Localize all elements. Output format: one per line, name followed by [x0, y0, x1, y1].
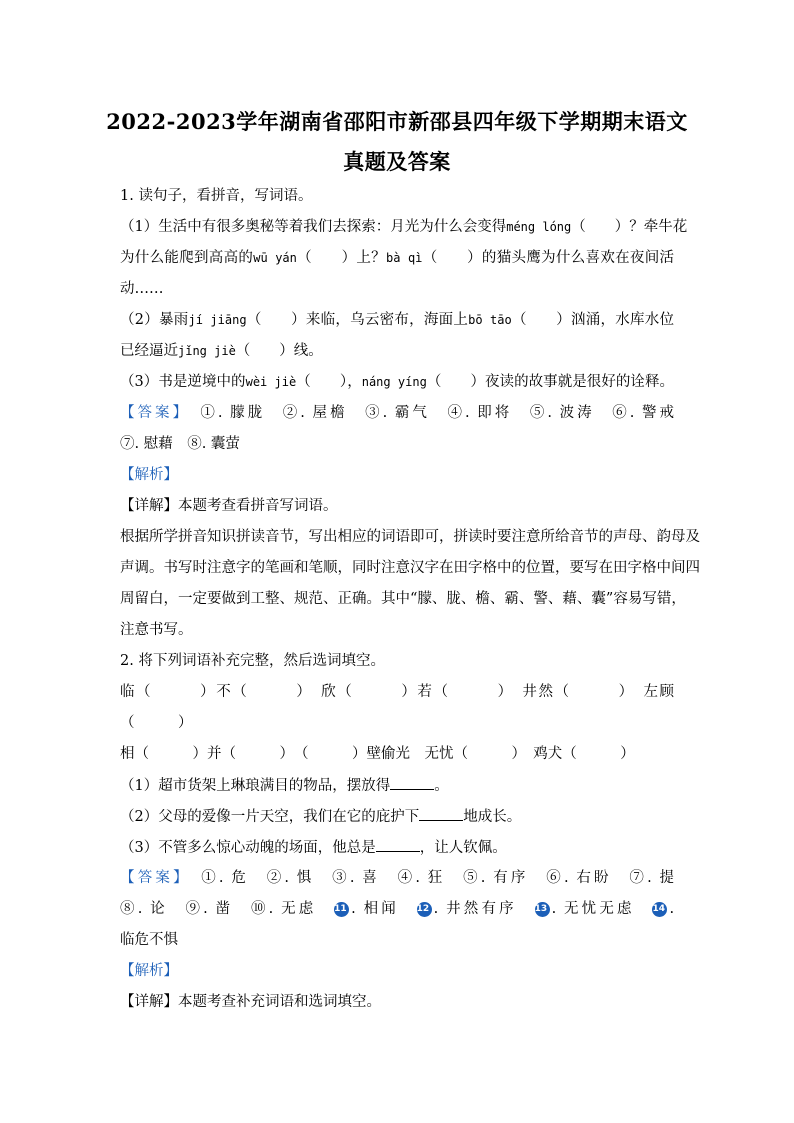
- pinyin: wèi jiè: [245, 375, 297, 389]
- q2-answer-line3: 临危不惧: [120, 932, 178, 948]
- q2-answer-line2: ⑧. 论 ⑨. 凿 ⑩. 无虑 11 . 相闻 12 . 井然有序 13 . 无忧无虑 14 .: [120, 901, 675, 917]
- q1-s2-line1: （2）暴雨jí jiāng（ ）来临，乌云密布，海面上bō tāo（ ）汹涌，水库水位: [120, 312, 675, 328]
- pinyin: náng yíng: [361, 375, 427, 389]
- q1-para-1: 根据所学拼音知识拼读音节，写出相应的词语即可，拼读时要注意所给音节的声母、韵母及: [120, 529, 700, 545]
- pinyin: méng lóng: [506, 220, 572, 234]
- q2-answer-line1: 【答案】 ①. 危 ②. 惧 ③. 喜 ④. 狂 ⑤. 有序 ⑥. 右盼 ⑦. 提: [120, 870, 675, 886]
- q1-s2-line2: 已经逼近jǐng jiè（ ）线。: [120, 343, 323, 359]
- q1-para-2: 声调。书写时注意字的笔画和笔顺，同时注意汉字在田字格中的位置，要写在田字格中间四: [120, 560, 700, 576]
- answer-tag: 【答案】: [120, 870, 184, 886]
- q2-row1: 临（ ）不（ ） 欣（ ）若（ ） 井然（ ） 左顾: [120, 684, 674, 700]
- q1-detail: 【详解】本题考查看拼音写词语。: [120, 498, 338, 514]
- blank-line: [390, 775, 434, 790]
- q2-row1-cont: （ ）: [120, 715, 193, 731]
- circled-number-12: 12: [417, 902, 432, 917]
- q2-fill-1: （1）超市货架上琳琅满目的物品，摆放得 。: [120, 775, 449, 796]
- q2-row2: 相（ ）并（ ） （ ）壁偷光 无忧（ ） 鸡犬（ ）: [120, 746, 635, 762]
- title-line-2: 真题及答案: [343, 149, 451, 174]
- q1-para-3: 周留白，一定要做到工整、规范、正确。其中“朦、胧、檐、霸、警、藉、囊”容易写错，: [120, 591, 686, 607]
- q1-answer-line2: ⑦. 慰藉 ⑧. 囊萤: [120, 436, 240, 452]
- pinyin: jǐng jiè: [178, 344, 236, 358]
- pinyin: bō tāo: [468, 313, 512, 327]
- blank-line: [419, 806, 463, 821]
- q2-fill-2: （2）父母的爱像一片天空，我们在它的庇护下 地成长。: [120, 806, 521, 827]
- q2-detail: 【详解】本题考查补充词语和选词填空。: [120, 994, 381, 1010]
- q1-analysis-tag: 【解析】: [120, 467, 178, 483]
- q1-para-4: 注意书写。: [120, 622, 193, 638]
- q2-fill-3: （3）不管多么惊心动魄的场面，他总是 ，让人钦佩。: [120, 837, 507, 858]
- circled-number-11: 11: [334, 902, 349, 917]
- q1-s1-line3: 动……: [120, 281, 164, 297]
- pinyin: bà qì: [385, 251, 423, 265]
- q2-heading: 2. 将下列词语补充完整，然后选词填空。: [120, 653, 385, 669]
- q2-analysis-tag: 【解析】: [120, 963, 178, 979]
- q1-s3: （3）书是逆境中的wèi jiè（ ），náng yíng（ ）夜读的故事就是很好的诠释。: [120, 374, 675, 390]
- q1-answer-line1: 【答案】 ①. 朦胧 ②. 屋檐 ③. 霸气 ④. 即将 ⑤. 波涛 ⑥. 警戒: [120, 405, 675, 421]
- title-line-1: 2022-2023学年湖南省邵阳市新邵县四年级下学期期末语文: [106, 109, 688, 134]
- pinyin: wū yán: [253, 251, 297, 265]
- pinyin: jí jiāng: [188, 313, 247, 327]
- blank-line: [376, 837, 420, 852]
- q1-s1-line2: 为什么能爬到高高的wū yán（ ）上？bà qì（ ）的猫头鹰为什么喜欢在夜间活: [120, 250, 675, 266]
- answer-tag: 【答案】: [120, 405, 183, 421]
- q1-heading: 1. 读句子，看拼音，写词语。: [120, 188, 313, 204]
- circled-number-14: 14: [652, 902, 667, 917]
- circled-number-13: 13: [535, 902, 550, 917]
- q1-s1-line1: （1）生活中有很多奥秘等着我们去探索：月光为什么会变得méng lóng（ ）？牵牛花: [120, 219, 688, 235]
